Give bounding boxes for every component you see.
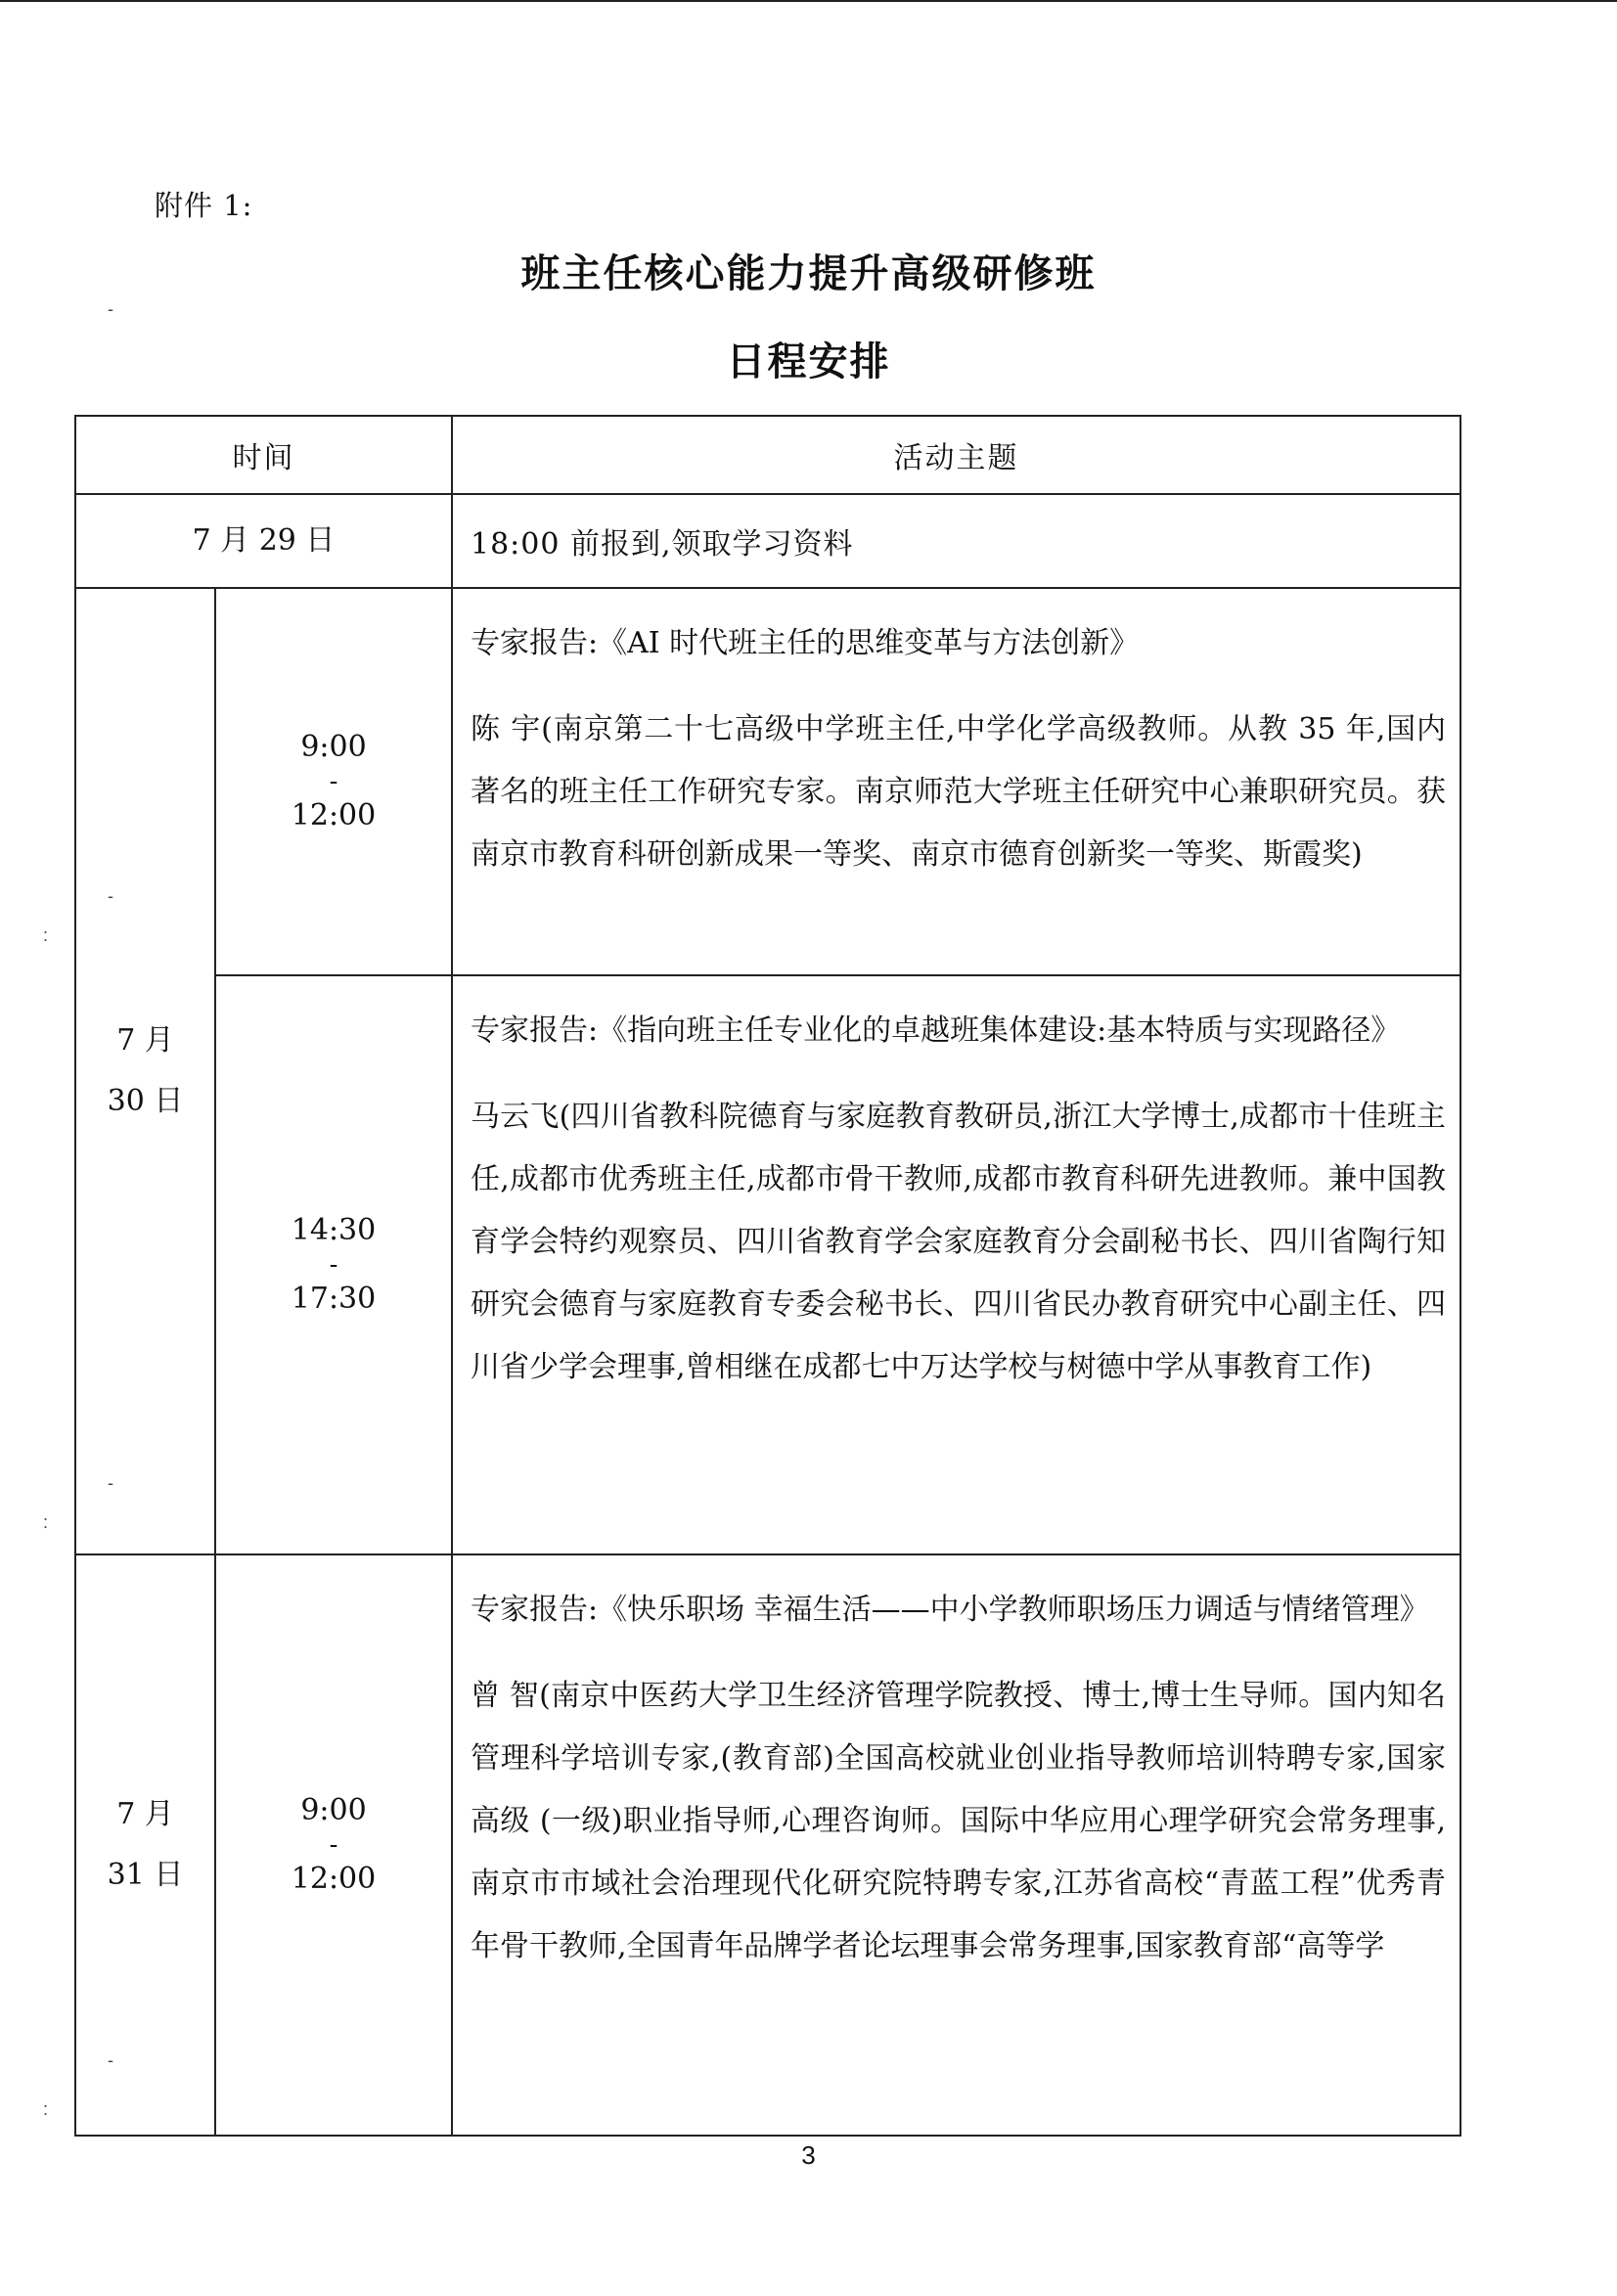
scan-mark: - xyxy=(108,299,113,319)
day-date-day: 30 日 xyxy=(107,1084,184,1118)
time-dash: - xyxy=(329,1250,338,1280)
session-content xyxy=(452,1554,1460,2136)
scan-edge-line xyxy=(0,0,1617,16)
day-date-day: 31 日 xyxy=(107,1858,184,1892)
day-date xyxy=(75,1554,215,2136)
session-time xyxy=(215,1554,452,2136)
session-topic: 专家报告:《快乐职场 幸福生活——中小学教师职场压力调适与情绪管理》 xyxy=(471,1593,1429,1627)
scan-mark: - xyxy=(108,886,113,906)
day-date-month: 7 月 xyxy=(116,1797,174,1831)
attachment-label: 附件 1: xyxy=(155,189,253,222)
table-row xyxy=(75,588,1460,975)
registration-date: 7 月 29 日 xyxy=(75,494,452,588)
day-date-month: 7 月 xyxy=(116,1023,174,1058)
speaker-bio: (南京中医药大学卫生经济管理学院教授、博士,博士生导师。国内知名管理科学培训专家,(教育部)全国高校就业创业指导教师培训特聘专家,国家高级 (一级)职业指导师,心理咨询师。国际中华应用心理学研究会常务理事,南京市市域社会治理现代化研究院特聘专家,江苏省高校“青蓝工程”优秀青年骨干教师,全国青年品牌学者论坛理事会常务理事,国家教育部“高等学 xyxy=(471,1679,1446,1963)
header-topic: 活动主题 xyxy=(452,416,1460,494)
scan-mark: : xyxy=(43,2099,49,2119)
speaker-name: 马云飞 xyxy=(471,1100,560,1134)
scan-mark: - xyxy=(108,1473,113,1493)
page-number: 3 xyxy=(801,2140,816,2170)
session-content xyxy=(452,975,1460,1554)
session-time-start: 9:00 xyxy=(300,1793,367,1827)
session-time xyxy=(215,975,452,1554)
speaker-name: 曾 智 xyxy=(471,1679,540,1713)
page-subtitle: 日程安排 xyxy=(726,338,891,384)
session-time-end: 12:00 xyxy=(291,1862,377,1896)
scan-mark: : xyxy=(43,925,49,945)
page-title: 班主任核心能力提升高级研修班 xyxy=(520,250,1097,296)
day-date xyxy=(75,588,215,1554)
session-topic: 专家报告:《AI 时代班主任的思维变革与方法创新》 xyxy=(471,626,1140,660)
header-time: 时间 xyxy=(75,416,452,494)
session-time-end: 12:00 xyxy=(291,798,377,833)
session-time-start: 14:30 xyxy=(291,1213,377,1247)
schedule-table xyxy=(74,415,1461,2137)
session-time-end: 17:30 xyxy=(291,1282,377,1316)
table-header-row xyxy=(75,416,1460,494)
scan-mark: - xyxy=(108,2050,113,2070)
speaker-bio: (南京第二十七高级中学班主任,中学化学高级教师。从教 35 年,国内著名的班主任工作研究专家。南京师范大学班主任研究中心兼职研究员。获南京市教育科研创新成果一等奖、南京市德育创新奖一等奖、斯霞奖) xyxy=(471,712,1446,872)
session-time xyxy=(215,588,452,975)
time-dash: - xyxy=(329,1830,338,1860)
table-row xyxy=(75,975,1460,1554)
session-content xyxy=(452,588,1460,975)
table-row xyxy=(75,1554,1460,2136)
session-time-start: 9:00 xyxy=(300,730,367,764)
registration-text: 18:00 前报到,领取学习资料 xyxy=(452,494,1460,588)
time-dash: - xyxy=(329,767,338,796)
speaker-bio: (四川省教科院德育与家庭教育教研员,浙江大学博士,成都市十佳班主任,成都市优秀班主任,成都市骨干教师,成都市教育科研先进教师。兼中国教育学会特约观察员、四川省教育学会家庭教育分会副秘书长、四川省陶行知研究会德育与家庭教育专委会秘书长、四川省民办教育研究中心副主任、四川省少学会理事,曾相继在成都七中万达学校与树德中学从事教育工作) xyxy=(471,1100,1447,1384)
scan-mark: : xyxy=(43,1512,49,1532)
session-topic: 专家报告:《指向班主任专业化的卓越班集体建设:基本特质与实现路径》 xyxy=(471,1013,1401,1048)
speaker-name: 陈 宇 xyxy=(471,712,542,746)
registration-row xyxy=(75,494,1460,588)
